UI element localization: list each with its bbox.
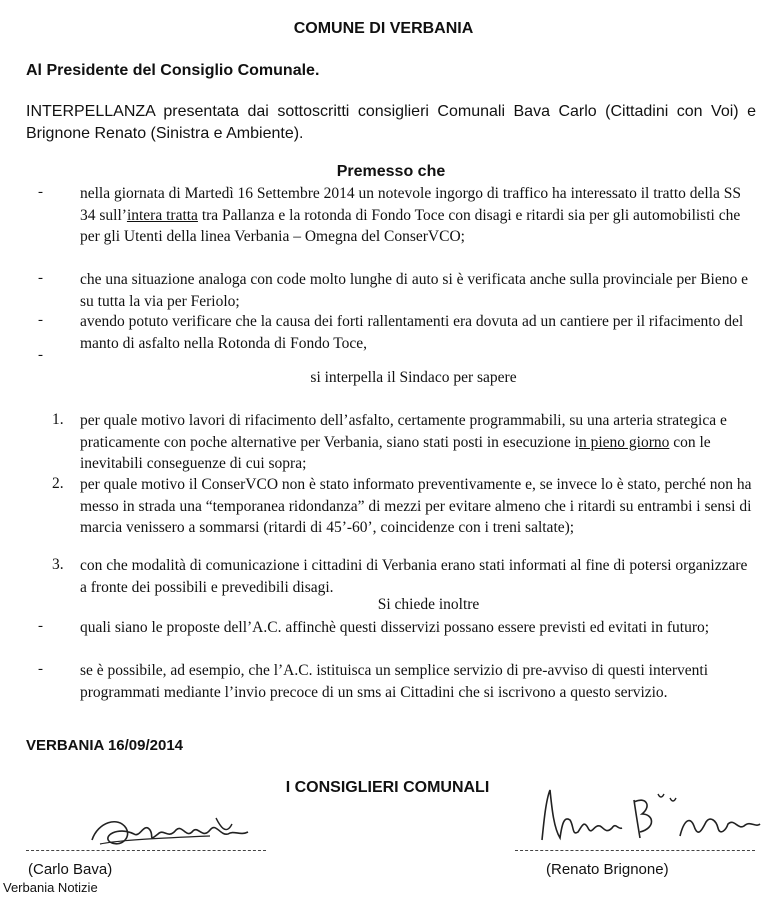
signatory-right: (Renato Brignone) xyxy=(546,861,669,878)
premesso-item: nella giornata di Martedì 16 Settembre 2014 un notevole ingorgo di traffico ha interessato il tratto della SS 34 sull’intera tratta tra Pallanza e la rotonda di Fondo Toce con disagi e ritardi sia per gli automobilisti che per gli Utenti della linea Verbania – Omegna del ConserVCO; xyxy=(80,185,742,245)
bullet-dash: - xyxy=(38,312,43,328)
addressee: Al Presidente del Consiglio Comunale. xyxy=(26,62,320,79)
inoltre-heading: Si chiede inoltre xyxy=(377,596,480,613)
bullet-dash: - xyxy=(38,347,43,363)
bullet-dash: - xyxy=(38,618,43,634)
signature-line-right xyxy=(515,850,755,851)
document-date: VERBANIA 16/09/2014 xyxy=(26,737,184,754)
premesso-heading: Premesso che xyxy=(336,163,446,180)
item-number: 1. xyxy=(52,411,64,428)
premesso-item: avendo potuto verificare che la causa dei forti rallentamenti era dovuta ad un cantiere per il rifacimento del manto di asfalto nella Rotonda di Fondo Toce, xyxy=(80,313,744,352)
signature-renato-brignone xyxy=(530,780,767,850)
bullet-dash: - xyxy=(38,270,43,286)
inoltre-item: se è possibile, ad esempio, che l’A.C. istituisca un semplice servizio di pre-avviso di questi interventi programmati mediante l’invio precoce di un sms ai Cittadini che si iscrivono a questo servizio. xyxy=(80,662,709,701)
interpella-item: con che modalità di comunicazione i cittadini di Verbania erano stati informati al fine di potersi organizzare a fronte dei possibili e prevedibili disagi. xyxy=(80,557,748,596)
interpellanza-intro: INTERPELLANZA presentata dai sottoscritti consiglieri Comunali Bava Carlo (Cittadini con Voi) e Brignone Renato (Sinistra e Ambiente). xyxy=(26,103,756,142)
document-title: COMUNE DI VERBANIA xyxy=(293,20,474,37)
premesso-item: che una situazione analoga con code molto lunghe di auto si è verificata anche sulla provinciale per Bieno e su tutta la via per Feriolo; xyxy=(80,271,748,310)
underlined-text: intera tratta xyxy=(126,206,198,224)
inoltre-item: quali siano le proposte dell’A.C. affinchè questi disservizi possano essere previsti ed evitati in futuro; xyxy=(80,619,710,636)
watermark: Verbania Notizie xyxy=(3,880,98,895)
signature-line-left xyxy=(26,850,266,851)
signatory-left: (Carlo Bava) xyxy=(28,861,113,878)
underlined-text: n pieno giorno xyxy=(578,433,670,451)
item-number: 2. xyxy=(52,475,64,492)
item-number: 3. xyxy=(52,556,64,573)
interpella-item: per quale motivo lavori di rifacimento dell’asfalto, certamente programmabili, su una arteria strategica e praticamente con poche alternative per Verbania, siano stati posti in esecuzione in pieno giorno con le inevitabili conseguenze di cui sopra; xyxy=(80,412,727,472)
signature-carlo-bava xyxy=(40,800,270,860)
signatories-heading: I CONSIGLIERI COMUNALI xyxy=(285,779,490,796)
bullet-dash: - xyxy=(38,184,43,200)
interpella-item: per quale motivo il ConserVCO non è stato informato preventivamente e, se invece lo è stato, perché non ha messo in strada una “temporanea ridondanza” di mezzi per evitare almeno che i ritardi su entrambi i sensi di marcia venissero a sommarsi (ritardi di 45’-60’, coincidenze con i treni saltate); xyxy=(80,476,752,536)
bullet-dash: - xyxy=(38,661,43,677)
interpella-heading: si interpella il Sindaco per sapere xyxy=(310,369,517,386)
